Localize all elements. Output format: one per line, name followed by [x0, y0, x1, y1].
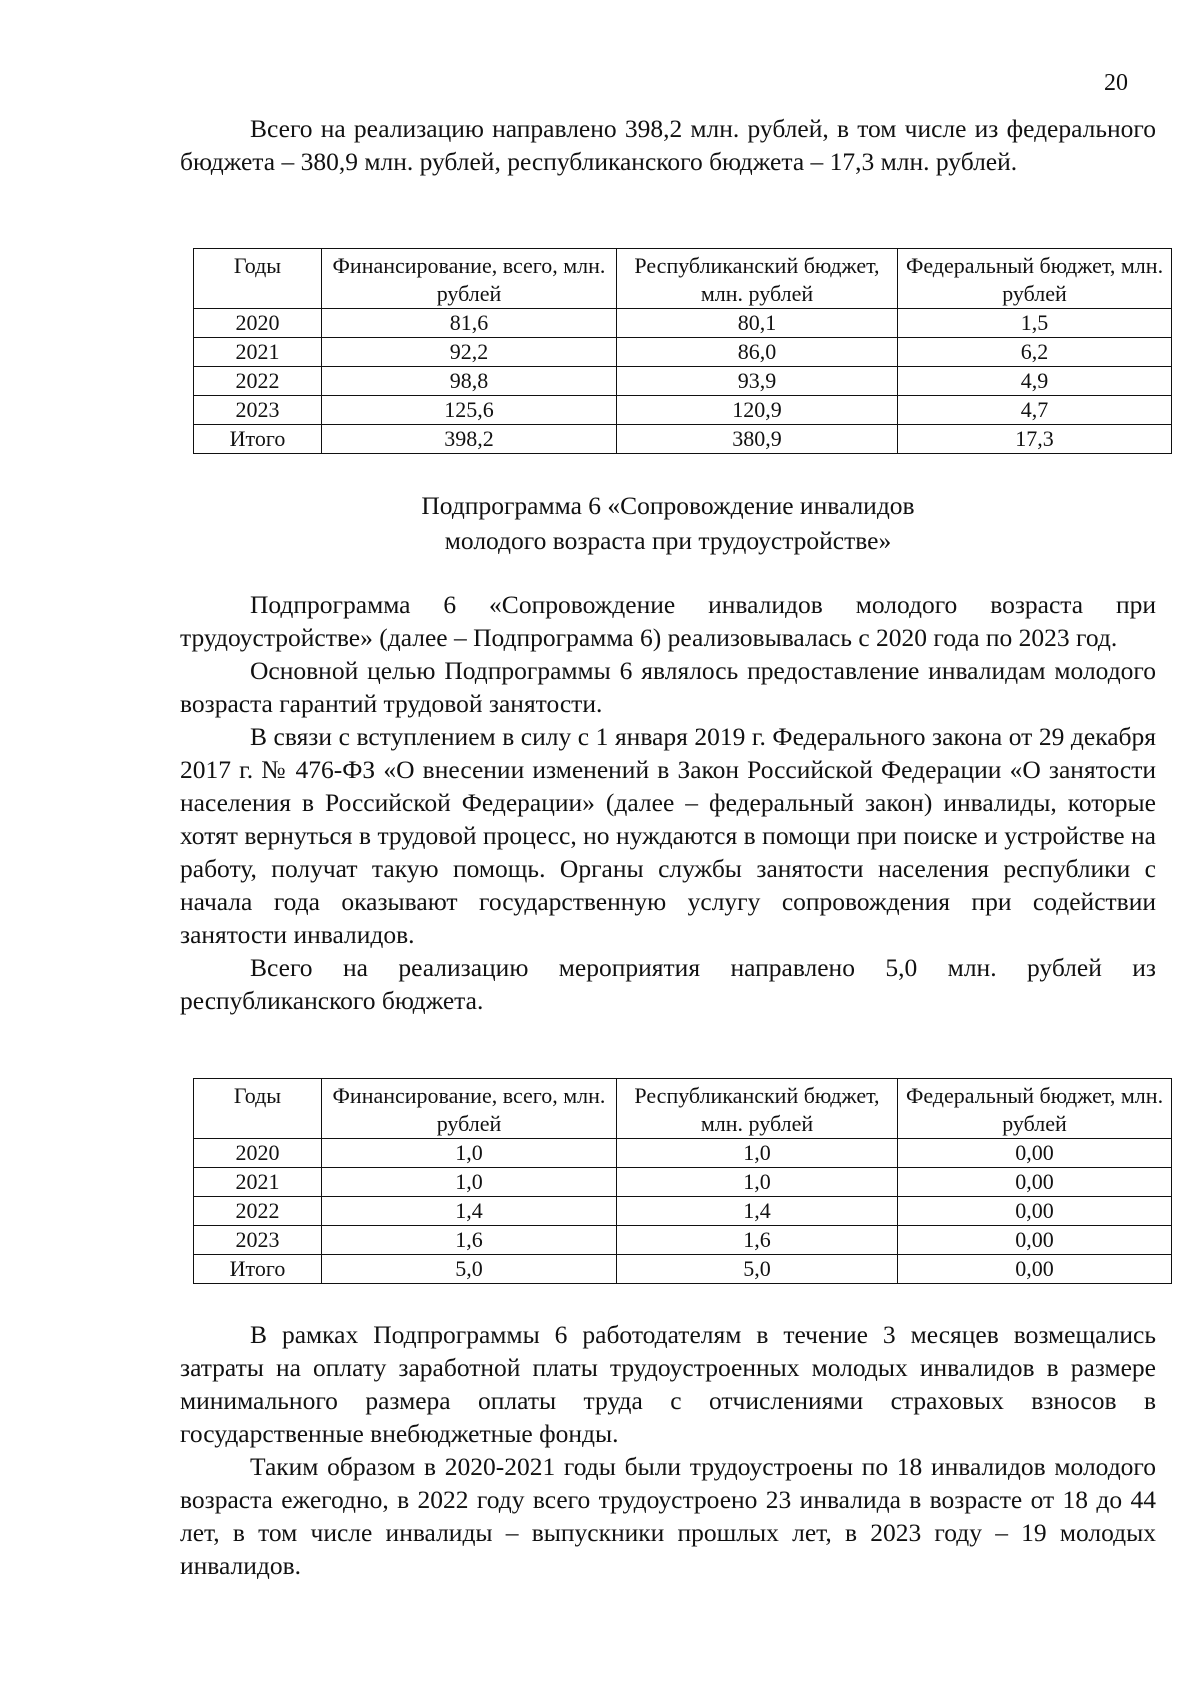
- table-header-row: [194, 1079, 1172, 1139]
- table-cell: 93,9: [617, 367, 898, 396]
- table-cell: 120,9: [617, 396, 898, 425]
- header-cell: Финансирование, всего, млн. рублей: [322, 1079, 617, 1139]
- financing-table-1: [193, 248, 1172, 454]
- subprogram-heading: [180, 488, 1156, 558]
- table-cell: 4,7: [898, 396, 1172, 425]
- table-total-row: [194, 1255, 1172, 1284]
- intro-text: [180, 112, 1156, 178]
- table-cell: Итого: [194, 425, 322, 454]
- page-number: 20: [1104, 70, 1128, 96]
- table-cell: 17,3: [898, 425, 1172, 454]
- header-cell: Годы: [194, 1079, 322, 1139]
- table-cell: 1,5: [898, 309, 1172, 338]
- paragraph: Всего на реализацию мероприятия направлено 5,0 млн. рублей из республиканского бюджета.: [180, 953, 1156, 1015]
- table-header-row: [194, 249, 1172, 309]
- table-total-row: [194, 425, 1172, 454]
- paragraph: Подпрограмма 6 «Сопровождение инвалидов молодого возраста при трудоустройстве» (далее – Подпрограмма 6) реализовывалась с 2020 года по 2023 год.: [180, 590, 1156, 652]
- table-cell: 2023: [194, 1226, 322, 1255]
- table-cell: 1,0: [617, 1139, 898, 1168]
- header-cell: Финансирование, всего, млн. рублей: [322, 249, 617, 309]
- paragraph: Таким образом в 2020-2021 годы были трудоустроены по 18 инвалидов молодого возраста ежегодно, в 2022 году всего трудоустроено 23 инвалида в возрасте от 18 до 44 лет, в том числе инвалиды – выпускники прошлых лет, в 2023 году – 19 молодых инвалидов.: [180, 1452, 1156, 1580]
- header-cell: Федеральный бюджет, млн. рублей: [898, 249, 1172, 309]
- table-cell: 2022: [194, 1197, 322, 1226]
- table-row: [194, 396, 1172, 425]
- header-cell: Федеральный бюджет, млн. рублей: [898, 1079, 1172, 1139]
- table-row: [194, 1139, 1172, 1168]
- table-cell: 92,2: [322, 338, 617, 367]
- table-cell: 1,4: [322, 1197, 617, 1226]
- table-cell: 81,6: [322, 309, 617, 338]
- table-cell: 2020: [194, 309, 322, 338]
- table-cell: 1,0: [322, 1168, 617, 1197]
- table-cell: 1,6: [322, 1226, 617, 1255]
- table-cell: 0,00: [898, 1226, 1172, 1255]
- table-cell: 5,0: [322, 1255, 617, 1284]
- body-text-mid: [180, 588, 1156, 1017]
- table-row: [194, 338, 1172, 367]
- heading-line: Подпрограмма 6 «Сопровождение инвалидов: [421, 491, 915, 520]
- table-cell: 2020: [194, 1139, 322, 1168]
- table-cell: 380,9: [617, 425, 898, 454]
- table-cell: 2022: [194, 367, 322, 396]
- table-cell: 1,6: [617, 1226, 898, 1255]
- financing-table-2: [193, 1078, 1172, 1284]
- intro-paragraph: Всего на реализацию направлено 398,2 млн. рублей, в том числе из федерального бюджета – 380,9 млн. рублей, республиканского бюджета – 17,3 млн. рублей.: [180, 114, 1156, 176]
- table-cell: 5,0: [617, 1255, 898, 1284]
- table-cell: 80,1: [617, 309, 898, 338]
- table-cell: 0,00: [898, 1197, 1172, 1226]
- table-cell: 0,00: [898, 1255, 1172, 1284]
- body-text-end: [180, 1318, 1156, 1582]
- table-cell: 4,9: [898, 367, 1172, 396]
- table-cell: 86,0: [617, 338, 898, 367]
- table-cell: 98,8: [322, 367, 617, 396]
- header-cell: Республиканский бюджет, млн. рублей: [617, 1079, 898, 1139]
- table-cell: 1,0: [322, 1139, 617, 1168]
- table-cell: 2023: [194, 396, 322, 425]
- heading-line: молодого возраста при трудоустройстве»: [444, 526, 892, 555]
- paragraph: В рамках Подпрограммы 6 работодателям в течение 3 месяцев возмещались затраты на оплату заработной платы трудоустроенных молодых инвалидов в размере минимального размера оплаты труда с отчислениями страховых взносов в государственные внебюджетные фонды.: [180, 1320, 1156, 1448]
- table-cell: 398,2: [322, 425, 617, 454]
- table-cell: 125,6: [322, 396, 617, 425]
- table-row: [194, 1226, 1172, 1255]
- table-cell: 0,00: [898, 1139, 1172, 1168]
- header-cell: Республиканский бюджет, млн. рублей: [617, 249, 898, 309]
- table-cell: Итого: [194, 1255, 322, 1284]
- table-cell: 0,00: [898, 1168, 1172, 1197]
- table-row: [194, 1197, 1172, 1226]
- header-cell: Годы: [194, 249, 322, 309]
- table-row: [194, 1168, 1172, 1197]
- table-cell: 1,0: [617, 1168, 898, 1197]
- paragraph: В связи с вступлением в силу с 1 января 2019 г. Федерального закона от 29 декабря 2017 г. № 476-ФЗ «О внесении изменений в Закон Российской Федерации «О занятости населения в Российской Федерации» (далее – федеральный закон) инвалиды, которые хотят вернуться в трудовой процесс, но нуждаются в помощи при поиске и устройстве на работу, получат такую помощь. Органы службы занятости населения республики с начала года оказывают государственную услугу сопровождения при содействии занятости инвалидов.: [180, 722, 1156, 949]
- table-row: [194, 309, 1172, 338]
- table-cell: 2021: [194, 338, 322, 367]
- table-row: [194, 367, 1172, 396]
- table-cell: 1,4: [617, 1197, 898, 1226]
- paragraph: Основной целью Подпрограммы 6 являлось предоставление инвалидам молодого возраста гарантий трудовой занятости.: [180, 656, 1156, 718]
- table-cell: 2021: [194, 1168, 322, 1197]
- table-cell: 6,2: [898, 338, 1172, 367]
